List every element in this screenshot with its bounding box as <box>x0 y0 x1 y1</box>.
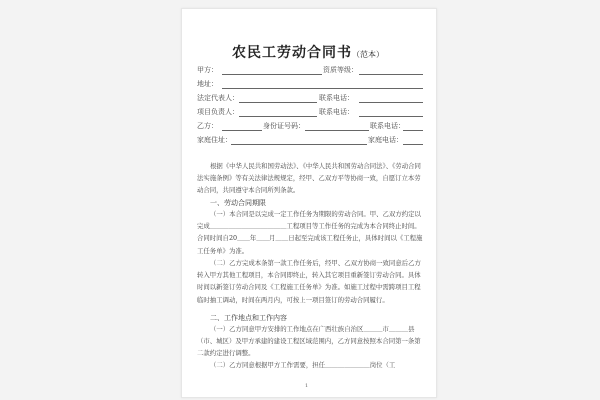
party-a-label: 甲方： <box>197 66 218 74</box>
address-field[interactable] <box>222 88 423 89</box>
section-2-clause-1: （一）乙方同意甲方安排的工作地点在广西壮族自治区＿＿＿市＿＿＿县（市、城区）及甲方承建的建设工程区域范围内，乙方同意按照本合同第一条第二款约定进行调整。 <box>197 325 421 358</box>
home-phone-label: 家庭电话： <box>368 136 403 144</box>
project-leader-phone-label: 联系电话： <box>319 108 354 116</box>
project-leader-field[interactable] <box>239 116 317 117</box>
project-leader-phone-field[interactable] <box>359 116 423 117</box>
id-number-label: 身份证号码： <box>263 122 305 130</box>
section-1-heading: 一、劳动合同期限 <box>210 199 266 207</box>
home-address-field[interactable] <box>231 144 367 145</box>
document-title <box>232 42 384 62</box>
home-phone-field[interactable] <box>403 144 423 145</box>
legal-rep-field[interactable] <box>239 102 317 103</box>
address-label: 地址： <box>197 80 218 88</box>
project-leader-label: 项目负责人： <box>197 108 239 116</box>
intro-paragraph: 根据《中华人民共和国劳动法》、《中华人民共和国劳动合同法》、《劳动合同法实施条例》等有关法律法规规定，经甲、乙双方平等协商一致，自愿订立本劳动合同，共同遵守本合同所列条款。 <box>197 162 421 195</box>
legal-rep-phone-label: 联系电话： <box>319 94 354 102</box>
section-2-heading: 二、工作地点和工作内容 <box>210 314 287 322</box>
party-b-field[interactable] <box>222 130 262 131</box>
party-b-phone-label: 联系电话： <box>370 122 405 130</box>
party-b-label: 乙方： <box>197 122 218 130</box>
title-text: 农民工劳动合同书 <box>232 45 352 61</box>
legal-rep-phone-field[interactable] <box>359 102 423 103</box>
qualification-field[interactable] <box>359 74 423 75</box>
id-number-field[interactable] <box>305 130 369 131</box>
title-suffix: （范本） <box>352 50 384 59</box>
section-1-clause-1: （一）本合同是以完成一定工作任务为期限的劳动合同。甲、乙双方约定以完成＿＿＿＿＿＿＿＿＿＿＿＿工程项目等工作任务的完成为本合同终止时间。合同时间自20＿＿年＿＿月＿＿日起至完成该工程任务止，具体时间以《工程施工任务单》为准。 <box>197 210 423 255</box>
home-address-label: 家庭住址： <box>197 136 232 144</box>
page-number: 1 <box>305 383 309 389</box>
section-1-clause-2: （二）乙方完成本条第一款工作任务后，经甲、乙双方协商一致同意后乙方转入甲方其他工程项目，本合同即终止，转入其它项目重新签订劳动合同。具体时间以新签订劳动合同及《工程施工任务单》为准。如施工过程中需跨项目工程临时抽工调动，时间在两月内，可按上一项目签订的劳动合同履行。 <box>197 259 421 304</box>
legal-rep-label: 法定代表人： <box>197 94 239 102</box>
section-2-clause-2: （二）乙方同意根据甲方工作需要，担任＿＿＿＿＿＿＿岗位（工 <box>210 361 396 369</box>
qualification-label: 资质等级： <box>323 66 358 74</box>
party-b-phone-field[interactable] <box>403 130 423 131</box>
party-a-field[interactable] <box>222 74 322 75</box>
contract-page <box>181 8 437 398</box>
